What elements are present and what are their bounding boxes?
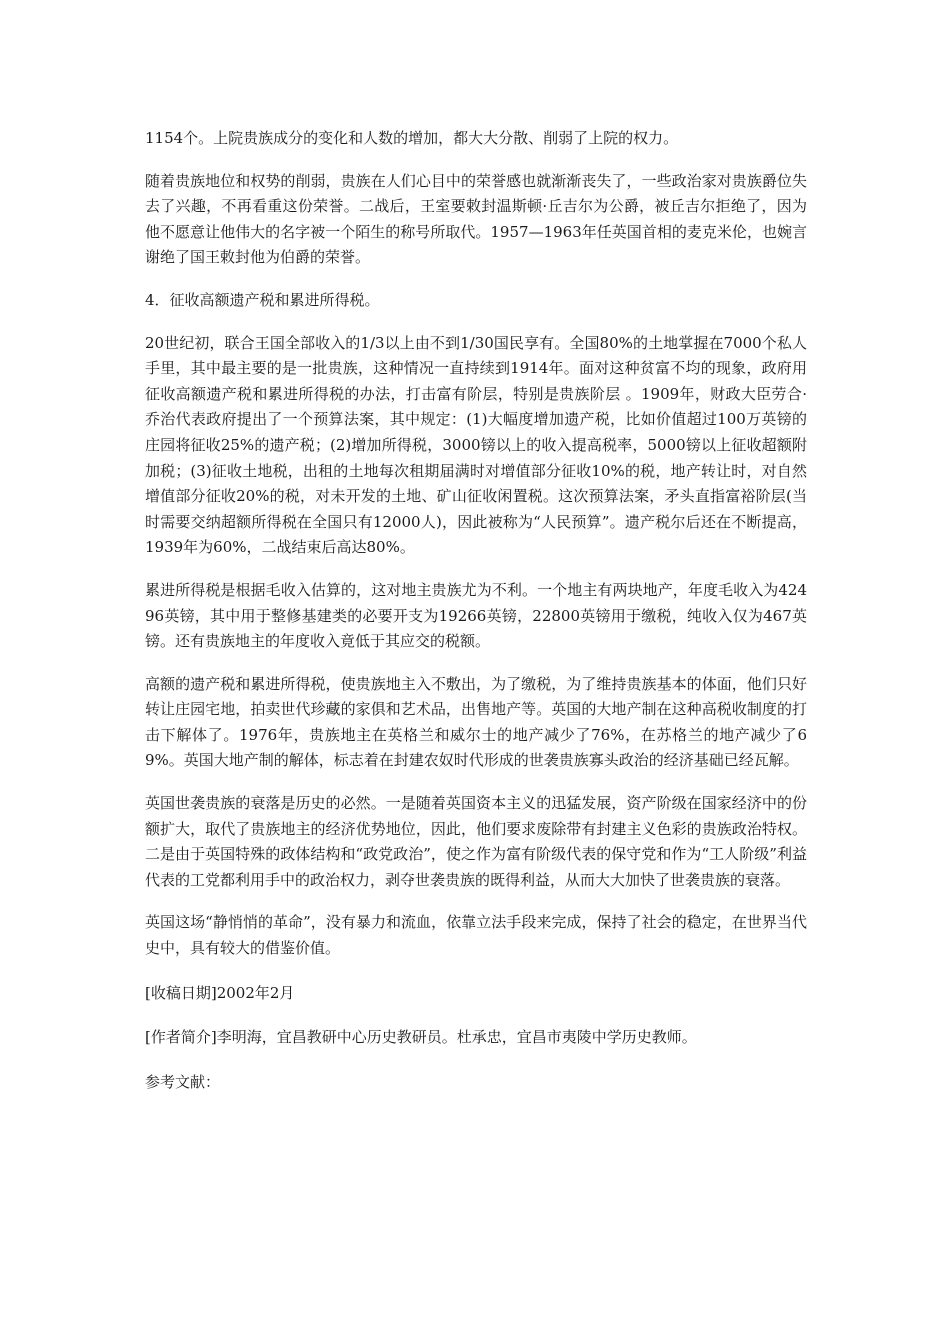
paragraph-historical-inevitability: 英国世袭贵族的衰落是历史的必然。一是随着英国资本主义的迅猛发展，资产阶级在国家经济中的份额扩大，取代了贵族地主的经济优势地位，因此，他们要求废除带有封建主义色彩的贵族政治特权。二是由于英国特殊的政体结构和“政党政治”，使之作为富有阶级代表的保守党和作为“工人阶级”利益代表的工党都利用手中的政治权力，剥夺世袭贵族的既得利益，从而大大加快了世袭贵族的衰落。 — [145, 794, 807, 889]
paragraph-progressive-income-tax: 累进所得税是根据毛收入估算的，这对地主贵族尤为不利。一个地主有两块地产，年度毛收入为42496英镑，其中用于整修基建类的必要开支为19266英镑，22800英镑用于缴税，纯收入仅为467英镑。还有贵族地主的年度收入竟低于其应交的税额。 — [145, 580, 807, 651]
paragraph-estate-dissolution: 高额的遗产税和累进所得税，使贵族地主入不敷出，为了缴税，为了维持贵族基本的体面，他们只好转让庄园宅地，拍卖世代珍藏的家俱和艺术品，出售地产等。英国的大地产制在这种高税收制度的打击下解体了。1976年，贵族地主在英格兰和威尔士的地产减少了76%，在苏格兰的地产减少了69%。英国大地产制的解体，标志着在封建农奴时代形成的世袭贵族寡头政治的经济基础已经瓦解。 — [145, 674, 807, 770]
paragraph-quiet-revolution: 英国这场“静悄悄的革命”，没有暴力和流血，依靠立法手段来完成，保持了社会的稳定，在世界当代史中，具有较大的借鉴价值。 — [145, 913, 807, 958]
section-heading-taxation: 4．征收高额遗产税和累进所得税。 — [145, 290, 380, 309]
paragraph-peoples-budget: 20世纪初，联合王国全部收入的1/3以上由不到1/30国民享有。全国80%的土地掌握在7000个私人手里，其中最主要的是一批贵族，这种情况一直持续到1914年。面对这种贫富不均的现象，政府用征收高额遗产税和累进所得税的办法，打击富有阶层，特别是贵族阶层 。1909年，财政大臣劳合·乔治代表政府提出了一个预算法案，其中规定：(1)大幅度增加遗产税，比如价值超过100万英镑的庄园将征收25%的遗产税；(2)增加所得税，3000镑以上的收入提高税率，5000镑以上征收超额附加税；(3)征收土地税，出租的土地每次租期届满时对增值部分征收10%的税，地产转让时，对自然增值部分征收20%的税，对未开发的土地、矿山征收闲置税。这次预算法案，矛头直指富裕阶层(当时需要交纳超额所得税在全国只有12000人)，因此被称为“人民预算”。遗产税尔后还在不断提高，1939年为60%，二战结束后高达80%。 — [145, 333, 807, 557]
document-page — [145, 126, 807, 1095]
author-bio: [作者简介]李明海，宜昌教研中心历史教研员。杜承忠，宜昌市夷陵中学历史教师。 — [145, 1028, 697, 1047]
received-date: [收稿日期]2002年2月 — [145, 983, 295, 1002]
paragraph-upper-house-power: 1154个。上院贵族成分的变化和人数的增加，都大大分散、削弱了上院的权力。 — [145, 129, 679, 147]
references-heading: 参考文献： — [145, 1072, 221, 1091]
paragraph-nobility-honor: 随着贵族地位和权势的削弱，贵族在人们心目中的荣誉感也就渐渐丧失了，一些政治家对贵族爵位失去了兴趣，不再看重这份荣誉。二战后，王室要敕封温斯顿·丘吉尔为公爵，被丘吉尔拒绝了，因为他不愿意让他伟大的名字被一个陌生的称号所取代。1957—1963年任英国首相的麦克米伦，也婉言谢绝了国王敕封他为伯爵的荣誉。 — [145, 171, 807, 267]
